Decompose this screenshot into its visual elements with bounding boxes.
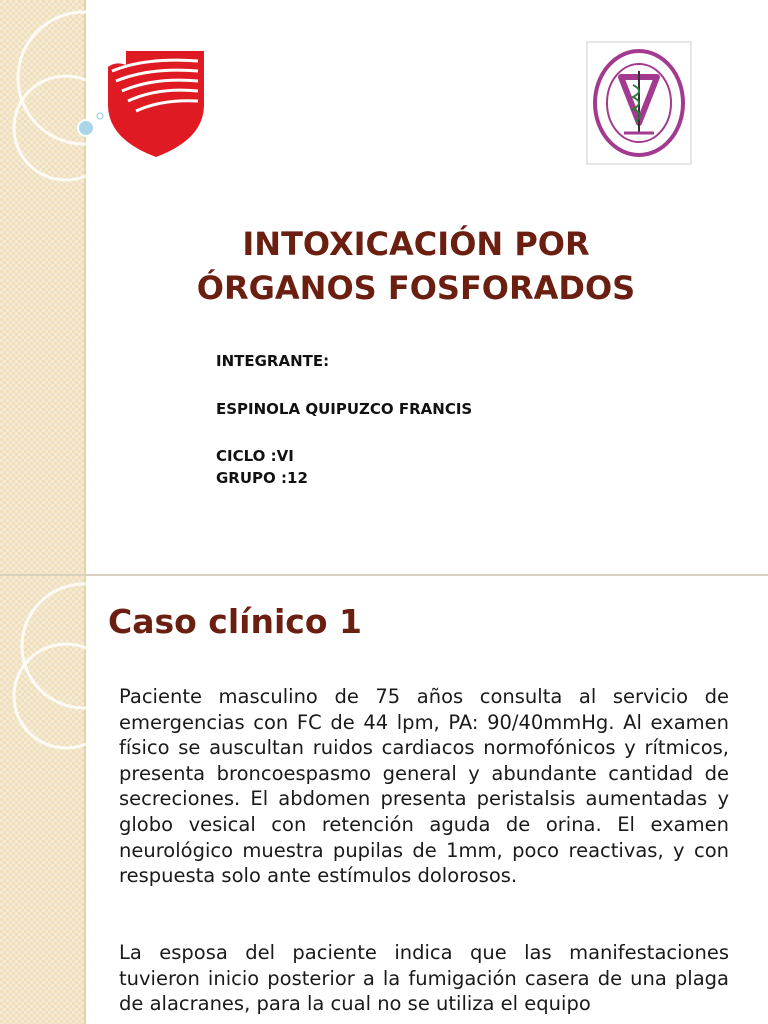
grupo-label: GRUPO :12	[216, 469, 308, 487]
case-paragraph-1: Paciente masculino de 75 años consulta al servicio de emergencias con FC de 44 lpm, PA: 90/40mmHg. Al examen físico se auscultan ruidos cardiacos normofónicos y rítmicos, presenta broncoespasmo general y abundante cantidad de secreciones. El abdomen presenta peristalsis aumentadas y globo vesical con retención aguda de orina. El examen neurológico muestra pupilas de 1mm, poco reactivas, y con respuesta solo ante estímulos dolorosos.	[119, 685, 729, 888]
case-slide	[0, 576, 768, 1024]
case-paragraph-2: La esposa del paciente indica que las manifestaciones tuvieron inicio posterior a la fumigación casera de una plaga de alacranes, para la cual no se utiliza el equipo	[119, 941, 729, 1016]
ciclo-label: CICLO :VI	[216, 447, 294, 465]
slide-title	[110, 222, 722, 310]
ucv-logo-icon	[106, 47, 206, 159]
medical-seal-logo-icon	[586, 41, 692, 165]
integrante-label: INTEGRANTE:	[216, 352, 330, 370]
case-heading: Caso clínico 1	[108, 602, 362, 641]
title-line-1: INTOXICACIÓN POR	[242, 225, 590, 263]
title-line-2: ÓRGANOS FOSFORADOS	[196, 269, 636, 307]
integrante-name: ESPINOLA QUIPUZCO FRANCIS	[216, 400, 473, 418]
